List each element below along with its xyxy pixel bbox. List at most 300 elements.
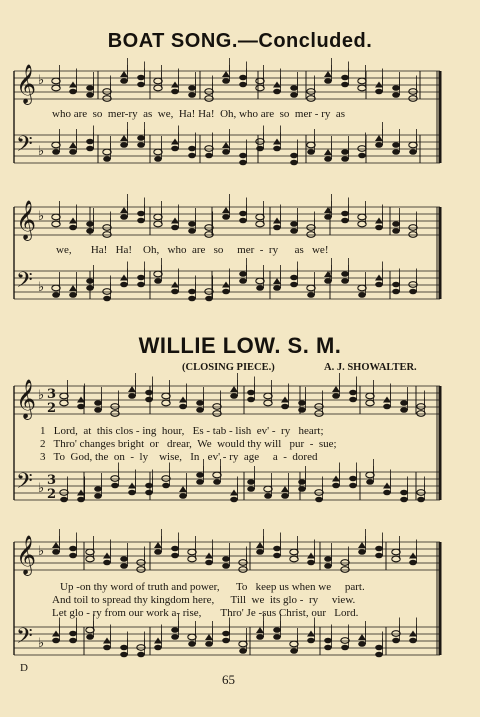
shape-note	[281, 404, 289, 410]
shape-note	[341, 82, 349, 88]
shape-note	[77, 497, 85, 503]
shape-note	[375, 225, 383, 231]
shape-note	[137, 75, 145, 81]
shape-note	[358, 549, 366, 555]
shape-note	[171, 218, 179, 224]
shape-note	[188, 296, 196, 302]
shape-note	[341, 638, 349, 644]
shape-note	[239, 567, 247, 573]
shape-note	[188, 92, 196, 98]
shape-note	[188, 634, 196, 640]
shape-note	[60, 497, 68, 503]
shape-note	[111, 476, 119, 482]
shape-note	[332, 386, 340, 392]
shape-note	[239, 560, 247, 566]
shape-note	[290, 556, 298, 562]
shape-note	[392, 142, 400, 148]
shape-note	[154, 271, 162, 277]
shape-note	[69, 89, 77, 95]
treble-clef-icon: 𝄞	[16, 535, 37, 575]
shape-note	[281, 493, 289, 499]
shape-note	[120, 563, 128, 569]
shape-note	[213, 411, 221, 417]
shape-note	[273, 82, 281, 88]
shape-note	[375, 553, 383, 559]
shape-note	[154, 638, 162, 644]
shape-note	[256, 634, 264, 640]
shape-note	[103, 149, 111, 155]
shape-note	[154, 156, 162, 162]
shape-note	[392, 92, 400, 98]
shape-note	[273, 553, 281, 559]
flat-sign-icon: ♭	[38, 481, 45, 496]
shape-note	[69, 638, 77, 644]
shape-note	[120, 78, 128, 84]
shape-note	[307, 292, 315, 298]
shape-note	[315, 497, 323, 503]
shape-note	[205, 96, 213, 102]
shape-note	[264, 493, 272, 499]
shape-note	[52, 542, 60, 548]
shape-note	[349, 483, 357, 489]
shape-note	[154, 214, 162, 220]
shape-note	[358, 285, 366, 291]
bass-clef-icon: 𝄢	[16, 469, 33, 499]
shape-note	[324, 645, 332, 651]
shape-note	[290, 282, 298, 288]
shape-note	[375, 142, 383, 148]
shape-note	[247, 479, 255, 485]
shape-note	[256, 278, 264, 284]
shape-note	[307, 631, 315, 637]
shape-note	[341, 75, 349, 81]
shape-note	[273, 627, 281, 633]
shape-note	[349, 390, 357, 396]
shape-note	[171, 553, 179, 559]
shape-note	[400, 490, 408, 496]
shape-note	[188, 556, 196, 562]
shape-note	[52, 142, 60, 148]
shape-note	[409, 560, 417, 566]
shape-note	[358, 641, 366, 647]
shape-note	[341, 156, 349, 162]
shape-note	[341, 567, 349, 573]
shape-note	[69, 553, 77, 559]
shape-note	[171, 627, 179, 633]
shape-note	[383, 404, 391, 410]
shape-note	[162, 400, 170, 406]
shape-note	[315, 490, 323, 496]
shape-note	[137, 82, 145, 88]
shape-note	[188, 221, 196, 227]
shape-note	[52, 221, 60, 227]
shape-note	[341, 560, 349, 566]
shape-note	[205, 641, 213, 647]
shape-note	[324, 271, 332, 277]
shape-note	[230, 490, 238, 496]
shape-note	[349, 397, 357, 403]
shape-note	[307, 638, 315, 644]
shape-note	[154, 542, 162, 548]
shape-note	[307, 149, 315, 155]
shape-note	[256, 78, 264, 84]
shape-note	[213, 472, 221, 478]
shape-note	[409, 282, 417, 288]
shape-note	[307, 225, 315, 231]
shape-note	[120, 135, 128, 141]
shape-note	[392, 221, 400, 227]
shape-note	[273, 139, 281, 145]
shape-note	[179, 397, 187, 403]
shape-note	[103, 553, 111, 559]
shape-note	[290, 648, 298, 654]
shape-note	[86, 556, 94, 562]
shape-note	[366, 400, 374, 406]
shape-note	[256, 285, 264, 291]
shape-note	[307, 553, 315, 559]
shape-note	[392, 149, 400, 155]
shape-note	[256, 221, 264, 227]
shape-note	[213, 404, 221, 410]
shape-note	[94, 407, 102, 413]
shape-note	[392, 549, 400, 555]
shape-note	[239, 278, 247, 284]
shape-note	[188, 85, 196, 91]
shape-note	[324, 278, 332, 284]
shape-note	[341, 211, 349, 217]
shape-note	[392, 631, 400, 637]
shape-note	[290, 221, 298, 227]
shape-note	[103, 645, 111, 651]
shape-note	[256, 85, 264, 91]
shape-note	[239, 82, 247, 88]
song-subtitle: (CLOSING PIECE.)	[182, 362, 275, 373]
shape-note	[171, 289, 179, 295]
shape-note	[52, 631, 60, 637]
shape-note	[171, 146, 179, 152]
shape-note	[358, 78, 366, 84]
shape-note	[171, 89, 179, 95]
shape-note	[120, 652, 128, 658]
shape-note	[188, 153, 196, 159]
shape-note	[392, 85, 400, 91]
shape-note	[154, 85, 162, 91]
shape-note	[52, 78, 60, 84]
shape-note	[409, 638, 417, 644]
flat-sign-icon: ♭	[38, 209, 45, 224]
shape-note	[145, 483, 153, 489]
shape-note	[273, 546, 281, 552]
shape-note	[358, 146, 366, 152]
shape-note	[52, 214, 60, 220]
composer-credit: A. J. SHOWALTER.	[324, 362, 417, 373]
shape-note	[375, 89, 383, 95]
shape-note	[52, 292, 60, 298]
shape-note	[86, 634, 94, 640]
shape-note	[86, 146, 94, 152]
shape-note	[145, 490, 153, 496]
shape-note	[409, 289, 417, 295]
shape-note	[103, 560, 111, 566]
shape-note	[409, 631, 417, 637]
flat-sign-icon: ♭	[38, 280, 45, 295]
shape-note	[349, 476, 357, 482]
shape-note	[213, 479, 221, 485]
shape-note	[383, 397, 391, 403]
time-signature: 2	[47, 487, 57, 502]
shape-note	[222, 214, 230, 220]
shape-note	[179, 404, 187, 410]
shape-note	[94, 493, 102, 499]
shape-note	[137, 211, 145, 217]
shape-note	[171, 139, 179, 145]
shape-note	[222, 631, 230, 637]
song-title-boat-song: BOAT SONG.—Concluded.	[107, 30, 373, 52]
shape-note	[392, 556, 400, 562]
shape-note	[154, 278, 162, 284]
shape-note	[375, 546, 383, 552]
shape-note	[256, 214, 264, 220]
shape-note	[239, 160, 247, 166]
shape-note	[375, 652, 383, 658]
flat-sign-icon: ♭	[38, 544, 45, 559]
shape-note	[264, 486, 272, 492]
shape-note	[196, 407, 204, 413]
shape-note	[137, 560, 145, 566]
shape-note	[103, 296, 111, 302]
shape-note	[60, 393, 68, 399]
shape-note	[324, 78, 332, 84]
flat-sign-icon: ♭	[38, 388, 45, 403]
page-number: 65	[222, 672, 235, 687]
shape-note	[52, 85, 60, 91]
shape-note	[290, 549, 298, 555]
shape-note	[154, 78, 162, 84]
shape-note	[315, 404, 323, 410]
shape-note	[196, 479, 204, 485]
shape-note	[111, 411, 119, 417]
shape-note	[137, 282, 145, 288]
shape-note	[273, 634, 281, 640]
shape-note	[332, 483, 340, 489]
shape-note	[315, 411, 323, 417]
shape-note	[103, 89, 111, 95]
time-signature: 3	[47, 387, 57, 402]
shape-note	[69, 546, 77, 552]
shape-note	[409, 149, 417, 155]
shape-note	[69, 225, 77, 231]
shape-note	[358, 292, 366, 298]
shape-note	[137, 567, 145, 573]
shape-note	[273, 218, 281, 224]
shape-note	[128, 393, 136, 399]
shape-note	[375, 82, 383, 88]
shape-note	[137, 218, 145, 224]
shape-note	[290, 92, 298, 98]
shape-note	[222, 556, 230, 562]
shape-note	[366, 472, 374, 478]
shape-note	[86, 228, 94, 234]
shape-note	[290, 275, 298, 281]
shape-note	[162, 483, 170, 489]
shape-note	[375, 645, 383, 651]
treble-clef-icon: 𝄞	[16, 64, 37, 104]
shape-note	[179, 486, 187, 492]
shape-note	[332, 393, 340, 399]
shape-note	[145, 390, 153, 396]
shape-note	[247, 397, 255, 403]
shape-note	[137, 652, 145, 658]
shape-note	[205, 634, 213, 640]
shape-note	[69, 149, 77, 155]
shape-note	[417, 404, 425, 410]
shape-note	[179, 493, 187, 499]
shape-note	[392, 228, 400, 234]
shape-note	[273, 285, 281, 291]
shape-note	[222, 207, 230, 213]
shape-note	[290, 228, 298, 234]
treble-clef-icon: 𝄞	[16, 200, 37, 240]
shape-note	[290, 153, 298, 159]
flat-sign-icon: ♭	[38, 73, 45, 88]
shape-note	[86, 278, 94, 284]
shape-note	[281, 397, 289, 403]
shape-note	[205, 89, 213, 95]
shape-note	[103, 638, 111, 644]
shape-note	[120, 282, 128, 288]
shape-note	[205, 296, 213, 302]
shape-note	[307, 560, 315, 566]
shape-note	[188, 289, 196, 295]
shape-note	[409, 142, 417, 148]
shape-note	[230, 386, 238, 392]
shape-note	[120, 142, 128, 148]
shape-note	[307, 96, 315, 102]
shape-note	[230, 497, 238, 503]
shape-note	[307, 142, 315, 148]
shape-note	[307, 89, 315, 95]
shape-note	[358, 85, 366, 91]
shape-note	[307, 285, 315, 291]
shape-note	[94, 400, 102, 406]
shape-note	[358, 221, 366, 227]
shape-note	[298, 479, 306, 485]
shape-note	[392, 282, 400, 288]
shape-note	[298, 486, 306, 492]
shape-note	[103, 96, 111, 102]
shape-note	[60, 400, 68, 406]
shape-note	[324, 71, 332, 77]
shape-note	[128, 483, 136, 489]
shape-note	[409, 232, 417, 238]
shape-note	[239, 211, 247, 217]
shape-note	[120, 275, 128, 281]
shape-note	[111, 404, 119, 410]
shape-note	[69, 292, 77, 298]
shape-note	[256, 627, 264, 633]
shape-note	[86, 221, 94, 227]
shape-note	[230, 393, 238, 399]
shape-note	[273, 146, 281, 152]
shape-note	[324, 638, 332, 644]
shape-note	[171, 225, 179, 231]
shape-note	[383, 490, 391, 496]
shape-note	[307, 232, 315, 238]
shape-note	[60, 490, 68, 496]
shape-note	[273, 278, 281, 284]
shape-note	[196, 400, 204, 406]
shape-note	[162, 476, 170, 482]
shape-note	[409, 89, 417, 95]
shape-note	[400, 400, 408, 406]
shape-note	[154, 549, 162, 555]
shape-note	[205, 146, 213, 152]
shape-note	[239, 271, 247, 277]
shape-note	[137, 275, 145, 281]
shape-note	[290, 85, 298, 91]
shape-note	[137, 135, 145, 141]
shape-note	[239, 218, 247, 224]
shape-note	[409, 96, 417, 102]
shape-note	[171, 634, 179, 640]
shape-note	[222, 638, 230, 644]
flat-sign-icon: ♭	[38, 636, 45, 651]
shape-note	[324, 207, 332, 213]
shape-note	[69, 285, 77, 291]
shape-note	[222, 149, 230, 155]
shape-note	[298, 407, 306, 413]
shape-note	[341, 271, 349, 277]
shape-note	[417, 411, 425, 417]
shape-note	[137, 142, 145, 148]
shape-note	[400, 407, 408, 413]
shape-note	[205, 560, 213, 566]
shape-note	[222, 71, 230, 77]
shape-note	[247, 390, 255, 396]
shape-note	[52, 285, 60, 291]
shape-note	[188, 549, 196, 555]
shape-note	[154, 645, 162, 651]
shape-note	[256, 549, 264, 555]
shape-note	[358, 214, 366, 220]
shape-note	[400, 497, 408, 503]
shape-note	[341, 645, 349, 651]
shape-note	[52, 549, 60, 555]
shape-note	[69, 142, 77, 148]
shape-note	[341, 278, 349, 284]
shape-note	[103, 289, 111, 295]
shape-note	[324, 156, 332, 162]
shape-note	[239, 641, 247, 647]
shape-note	[375, 135, 383, 141]
shape-note	[120, 207, 128, 213]
shape-note	[256, 139, 264, 145]
verse-line-2: 2 Thro' changes bright or drear, We would thy will pur - sue;	[40, 438, 337, 450]
shape-note	[239, 75, 247, 81]
shape-note	[86, 85, 94, 91]
treble-clef-icon: 𝄞	[16, 379, 37, 419]
shape-note	[171, 82, 179, 88]
shape-note	[264, 393, 272, 399]
shape-note	[188, 146, 196, 152]
shape-note	[154, 149, 162, 155]
shape-note	[86, 285, 94, 291]
refrain-line-1: Up -on thy word of truth and power, To keep us when we part.	[60, 581, 365, 593]
shape-note	[375, 282, 383, 288]
shape-note	[69, 218, 77, 224]
shape-note	[264, 400, 272, 406]
shape-note	[137, 645, 145, 651]
